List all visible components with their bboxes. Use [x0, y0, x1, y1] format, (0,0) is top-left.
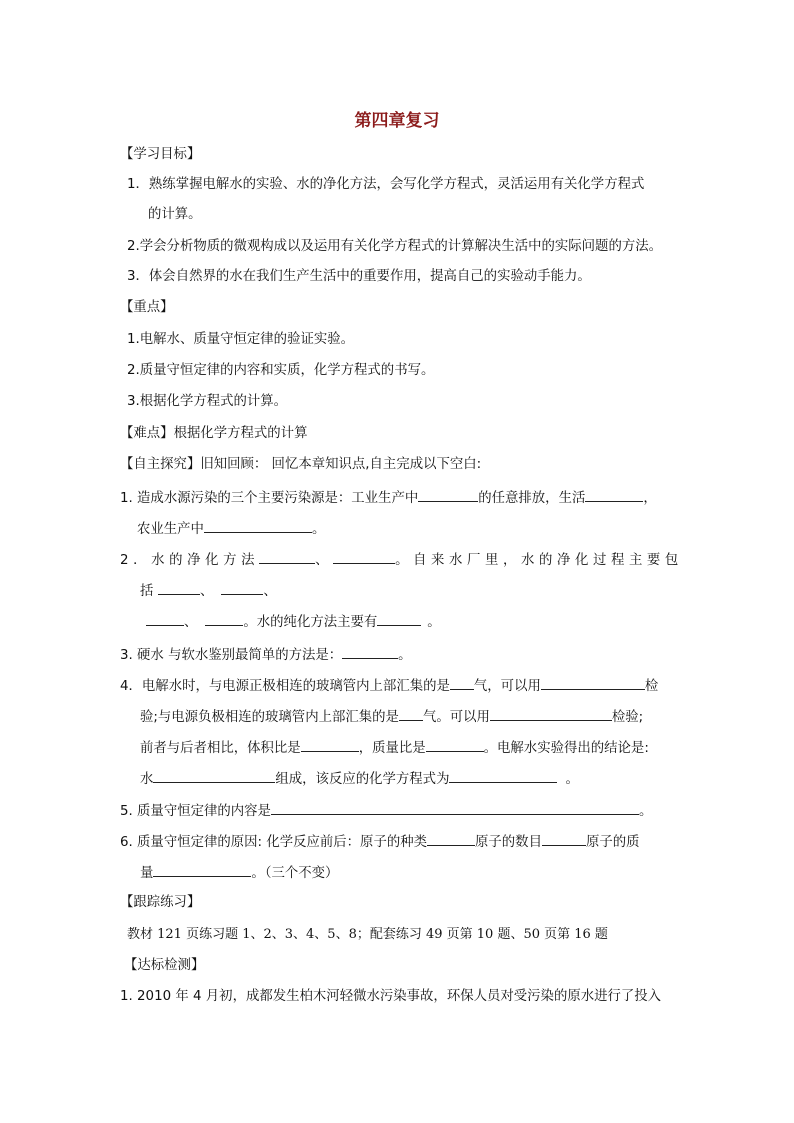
practice-text: 教材 121 页练习题 1、2、3、4、5、8；配套练习 49 页第 10 题、50 页第 16 题	[127, 927, 608, 942]
question-1-text: ，	[643, 491, 657, 506]
question-3-text: 3. 硬水 与软水鉴别最简单的方法是：	[120, 648, 343, 663]
test-question-1: 1. 2010 年 4 月初，成都发生柏木河轻微水污染事故，环保人员对受污染的原水进行了投入	[120, 989, 662, 1004]
blank-field[interactable]	[377, 612, 421, 626]
blank-field[interactable]	[399, 707, 423, 721]
question-3-line	[120, 645, 412, 665]
question-6-text: 。（三个不变）	[251, 866, 339, 881]
question-1-line-2	[137, 519, 325, 539]
question-6-text: 量	[140, 866, 154, 881]
blank-field[interactable]	[221, 581, 263, 595]
question-2-text: 、	[315, 553, 334, 568]
blank-field[interactable]	[333, 550, 395, 564]
difficulty-text: 根据化学方程式的计算	[173, 426, 308, 441]
objective-item-1-cont: 的计算。	[148, 207, 202, 222]
blank-field[interactable]	[426, 738, 484, 752]
question-4-text: 检	[644, 679, 659, 694]
question-6-text: 原子的质	[585, 835, 640, 850]
question-2-text: 、	[184, 615, 198, 630]
blank-field[interactable]	[449, 769, 557, 783]
question-4-text: 4．电解水时，与电源正极相连的玻璃管内上部汇集的是	[120, 679, 450, 694]
question-2-text: 2．水的净化方法	[120, 553, 260, 568]
question-4-text: 气。可以用	[422, 710, 490, 725]
test-heading: 【达标检测】	[124, 958, 205, 973]
question-2-line-3	[146, 612, 441, 632]
question-4-line-3	[140, 738, 649, 758]
question-4-text: ，质量比是	[358, 741, 426, 756]
question-1-text: 农业生产中	[137, 522, 204, 537]
question-3-text: 。	[398, 648, 412, 663]
blank-field[interactable]	[259, 550, 315, 564]
page-title: 第四章复习	[354, 111, 440, 131]
question-4-line-4	[140, 769, 579, 789]
blank-field[interactable]	[418, 488, 478, 502]
objective-item-3: 3．体会自然界的水在我们生产生活中的重要作用，提高自己的实验动手能力。	[127, 269, 591, 284]
question-2-text: 。自来水厂里，水的净化过程主要包	[395, 553, 683, 568]
objective-item-2: 2.学会分析物质的微观构成以及运用有关化学方程式的计算解决生活中的实际问题的方法。	[127, 239, 663, 254]
blank-field[interactable]	[541, 676, 645, 690]
blank-field[interactable]	[585, 488, 643, 502]
question-4-line-1	[120, 676, 658, 696]
question-4-text: 。	[565, 772, 579, 787]
question-4-text: 。电解水实验得出的结论是:	[483, 741, 649, 756]
blank-field[interactable]	[427, 832, 475, 846]
question-4-text: 检验;	[611, 710, 644, 725]
blank-field[interactable]	[205, 612, 243, 626]
question-4-text: 前者与后者相比，体积比是	[140, 741, 301, 756]
blank-field[interactable]	[450, 676, 474, 690]
objective-item-1: 1．熟练掌握电解水的实验、水的净化方法，会写化学方程式，灵活运用有关化学方程式	[127, 177, 645, 192]
key-point-2: 2.质量守恒定律的内容和实质，化学方程式的书写。	[127, 363, 435, 378]
blank-field[interactable]	[490, 707, 612, 721]
self-study-intro: 旧知回顾： 回忆本章知识点,自主完成以下空白:	[200, 457, 482, 472]
key-points-heading: 【重点】	[120, 300, 174, 315]
question-5-text: 。	[638, 804, 653, 819]
question-2-text: 、	[263, 584, 277, 599]
blank-field[interactable]	[271, 801, 639, 815]
question-2-text: 。	[427, 615, 441, 630]
question-4-text: 验;与电源负极相连的玻璃管内上部汇集的是	[140, 710, 399, 725]
question-4-text: 水	[140, 772, 154, 787]
self-study-heading: 【自主探究】	[120, 457, 201, 472]
question-4-text: 气，可以用	[473, 679, 541, 694]
question-6-text: 6. 质量守恒定律的原因: 化学反应前后：原子的种类	[120, 835, 428, 850]
question-1-text: 的任意排放，生活	[478, 491, 586, 506]
difficulty-heading: 【难点】	[120, 426, 174, 441]
question-1-line-1	[120, 488, 657, 508]
blank-field[interactable]	[146, 612, 184, 626]
blank-field[interactable]	[301, 738, 359, 752]
self-study-line	[120, 456, 481, 474]
key-point-3: 3.根据化学方程式的计算。	[127, 394, 288, 409]
difficulty-line	[120, 425, 307, 443]
practice-heading: 【跟踪练习】	[120, 895, 201, 910]
blank-field[interactable]	[204, 519, 312, 533]
question-6-line-1	[120, 832, 640, 852]
question-2-line-2	[140, 581, 277, 601]
question-1-text: 1. 造成水源污染的三个主要污染源是：工业生产中	[120, 491, 419, 506]
question-6-text: 原子的数目	[475, 835, 542, 850]
blank-field[interactable]	[158, 581, 200, 595]
key-point-1: 1.电解水、质量守恒定律的验证实验。	[127, 332, 355, 347]
question-2-text: 、	[200, 584, 214, 599]
question-2-line-1	[120, 550, 683, 570]
blank-field[interactable]	[342, 645, 398, 659]
blank-field[interactable]	[153, 863, 251, 877]
question-4-text: 组成，该反应的化学方程式为	[275, 772, 450, 787]
question-1-text: 。	[311, 522, 326, 537]
question-5-line	[120, 801, 652, 821]
objectives-heading: 【学习目标】	[120, 147, 201, 162]
question-4-line-2	[140, 707, 643, 727]
question-2-text: 。水的纯化方法主要有	[243, 615, 378, 630]
question-5-text: 5. 质量守恒定律的内容是	[120, 804, 271, 819]
blank-field[interactable]	[542, 832, 586, 846]
question-6-line-2	[140, 863, 338, 883]
blank-field[interactable]	[153, 769, 275, 783]
question-2-text: 括	[140, 584, 158, 599]
